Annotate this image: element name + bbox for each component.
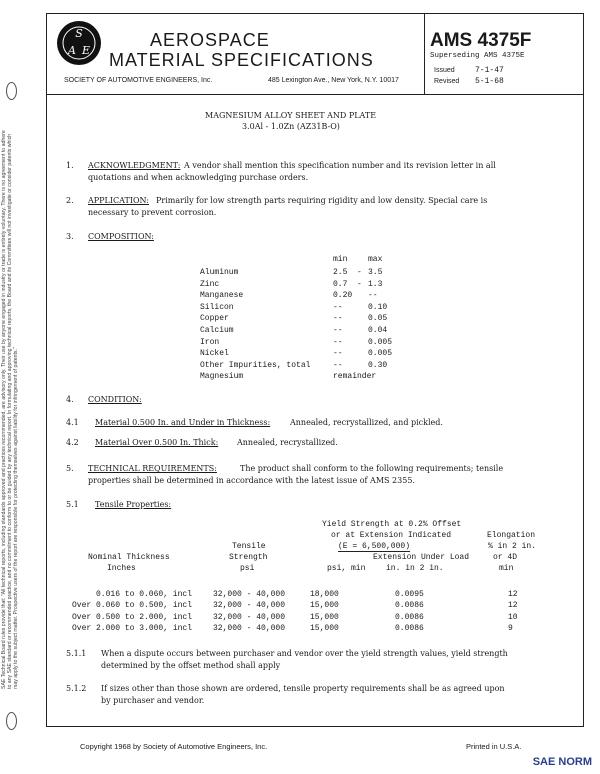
revised-label: Revised [434, 78, 460, 85]
sae-logo [56, 20, 102, 66]
comp-cell-min: -- [333, 326, 343, 335]
tensile-cell-ys: 15,000 [310, 601, 339, 611]
comp-cell-el: Calcium [200, 326, 234, 335]
tensile-cell-ts: 32,000 - 40,000 [213, 623, 286, 633]
th-psimin: psi, min [327, 564, 366, 573]
th-nominal2: Inches [107, 564, 136, 573]
comp-cell-min: 0.20 [333, 291, 353, 301]
svg-text:S: S [75, 27, 83, 40]
s3-head: COMPOSITION: [88, 232, 154, 241]
tensile-cell-el: 12 [508, 590, 518, 599]
s5-num: 5. [66, 464, 74, 473]
comp-cell-el: Silicon [200, 302, 234, 312]
comp-cell-min: -- [333, 314, 343, 324]
s51-num: 5.1 [66, 500, 79, 509]
society-address: 485 Lexington Ave., New York, N.Y. 10017 [268, 77, 399, 84]
doc-subtitle: 3.0Al - 1.0Zn (AZ31B-O) [242, 122, 340, 131]
printed-in: Printed in U.S.A. [466, 742, 522, 751]
th-yield2: or at Extension Indicated [331, 531, 452, 540]
comp-cell-min: 0.7 [333, 279, 348, 289]
comp-cell-max: 0.10 [368, 302, 388, 312]
comp-cell-max: 3.5 [368, 268, 383, 277]
tensile-cell-el: 10 [508, 612, 518, 622]
comp-cell-el: Nickel [200, 349, 229, 359]
th-nominal1: Nominal Thickness [88, 553, 170, 562]
watermark: SAE NORM [532, 756, 592, 768]
s1-num: 1. [66, 161, 74, 170]
comp-cell-min: remainder [333, 372, 377, 382]
issued-date: 7-1-47 [475, 66, 504, 75]
s41-head: Material 0.500 In. and Under in Thickness: [95, 418, 271, 427]
th-tensile1: Tensile [232, 542, 266, 551]
comp-cell-max: 0.005 [368, 337, 393, 347]
comp-cell-el: Iron [200, 337, 220, 347]
revised-date: 5-1-68 [475, 77, 504, 86]
th-elong4: min [499, 564, 514, 573]
comp-cell-min: -- [333, 349, 343, 359]
doc-title: MAGNESIUM ALLOY SHEET AND PLATE [205, 111, 377, 120]
side-notice: SAE Technical Board rules provide that: "All technical reports, including standards approved and practices recommended, are advisory only. Their use by anyone engaged in industry or trade is entirely voluntary. There is no agreement to adhere to any SAE standard or recommended practice, and no commitment to conform to or be guided by any technical report. In formulating and approving technical reports, the Board and its Committees will not investigate or consider patents which may apply to the subject matter. Prospective users of the report are responsible for protecting themselves against liability for infringement of patents." [1, 130, 19, 689]
comp-cell-max: 0.04 [368, 326, 388, 335]
tensile-cell-ys: 15,000 [310, 623, 339, 633]
th-ext2: in. in 2 in. [386, 564, 444, 573]
comp-cell-max: 0.05 [368, 314, 388, 324]
tensile-cell-thick: 0.016 to 0.060, incl [95, 590, 192, 599]
s2-text1: Primarily for low strength parts requiring rigidity and low density. Special care is [156, 196, 488, 205]
superseding: Superseding AMS 4375E [430, 52, 525, 60]
comp-cell-min: -- [333, 337, 343, 347]
s512-text1: If sizes other than those shown are ordered, tensile property requirements shall be as agreed upon [101, 684, 505, 693]
s5-head: TECHNICAL REQUIREMENTS: [88, 464, 217, 473]
comp-cell-dash: - [357, 268, 362, 277]
s2-head: APPLICATION: [88, 196, 149, 205]
tensile-cell-ts: 32,000 - 40,000 [213, 612, 286, 622]
comp-cell-max: -- [368, 291, 378, 301]
s42-num: 4.2 [66, 438, 79, 447]
svg-text:A: A [68, 44, 76, 57]
header-divider [46, 94, 584, 95]
comp-cell-min: -- [333, 302, 343, 312]
s41-text: Annealed, recrystallized, and pickled. [290, 418, 443, 427]
society-name: SOCIETY OF AUTOMOTIVE ENGINEERS, Inc. [64, 77, 213, 84]
s512-text2: by purchaser and vendor. [101, 696, 205, 705]
tensile-cell-ext: 0.0086 [395, 612, 424, 622]
comp-cell-el: Aluminum [200, 268, 239, 277]
header-title-line2: MATERIAL SPECIFICATIONS [109, 50, 374, 70]
tensile-cell-thick: Over 2.000 to 3.000, incl [72, 623, 193, 633]
comp-cell-max: 0.30 [368, 360, 388, 370]
tensile-cell-thick: Over 0.060 to 0.500, incl [72, 601, 193, 611]
th-ext1: Extension Under Load [373, 553, 470, 562]
comp-cell-el: Magnesium [200, 372, 244, 382]
s1-text1: A vendor shall mention this specification number and its revision letter in all [184, 161, 496, 170]
comp-cell-el: Other Impurities, total [200, 360, 311, 370]
tensile-cell-ext: 0.0095 [395, 590, 424, 599]
th-elong3: or 4D [493, 553, 518, 562]
s1-head: ACKNOWLEDGMENT: [88, 161, 181, 170]
th-elong2: % in 2 in. [488, 542, 537, 551]
tensile-cell-el: 12 [508, 601, 518, 611]
comp-cell-dash: - [357, 279, 362, 289]
comp-cell-min: -- [333, 360, 343, 370]
tensile-cell-ts: 32,000 - 40,000 [213, 601, 286, 611]
s3-num: 3. [66, 232, 74, 241]
svg-text:E: E [81, 44, 91, 57]
punch-hole-top [6, 82, 17, 100]
spec-number: AMS 4375F [430, 30, 532, 51]
s2-num: 2. [66, 196, 74, 205]
s4-head: CONDITION: [88, 395, 142, 404]
s511-num: 5.1.1 [66, 649, 87, 658]
s5-text2: properties shall be determined in accordance with the latest issue of AMS 2355. [88, 476, 415, 485]
comp-cell-el: Copper [200, 314, 229, 324]
s42-head: Material Over 0.500 In. Thick: [95, 438, 219, 447]
tensile-cell-ys: 15,000 [310, 612, 339, 622]
s5-text1: The product shall conform to the following requirements; tensile [240, 464, 504, 473]
header-title-line1: AEROSPACE [150, 30, 270, 50]
tensile-cell-ys: 18,000 [310, 590, 339, 599]
header-vertical-divider [424, 13, 425, 94]
tensile-cell-el: 9 [508, 623, 513, 633]
tensile-cell-ext: 0.0086 [395, 623, 424, 633]
s512-num: 5.1.2 [66, 684, 87, 693]
s2-text2: necessary to prevent corrosion. [88, 208, 217, 217]
s511-text1: When a dispute occurs between purchaser and vendor over the yield strength values, yield strength [101, 649, 508, 658]
comp-cell-el: Manganese [200, 291, 244, 301]
th-yield3: (E = 6,500,000) [338, 542, 411, 551]
tensile-cell-thick: Over 0.500 to 2.000, incl [72, 612, 193, 622]
s4-num: 4. [66, 395, 74, 404]
s42-text: Annealed, recrystallized. [237, 438, 338, 447]
s1-text2: quotations and when acknowledging purchase orders. [88, 173, 309, 182]
th-tensile3: psi [240, 564, 255, 573]
copyright: Copyright 1968 by Society of Automotive Engineers, Inc. [80, 742, 268, 751]
comp-min-label: min [333, 255, 348, 264]
s51-head: Tensile Properties: [95, 500, 172, 509]
tensile-cell-ext: 0.0086 [395, 601, 424, 611]
s511-text2: determined by the offset method shall apply [101, 661, 281, 670]
punch-hole-bottom [6, 712, 17, 730]
comp-cell-max: 0.005 [368, 349, 393, 359]
th-elong1: Elongation [487, 531, 536, 540]
comp-cell-min: 2.5 [333, 268, 348, 277]
s41-num: 4.1 [66, 418, 79, 427]
comp-cell-el: Zinc [200, 279, 220, 289]
tensile-cell-ts: 32,000 - 40,000 [213, 590, 286, 599]
comp-cell-max: 1.3 [368, 279, 383, 289]
comp-max-label: max [368, 255, 383, 264]
th-yield1: Yield Strength at 0.2% Offset [322, 520, 462, 529]
issued-label: Issued [434, 67, 455, 74]
th-tensile2: Strength [229, 553, 268, 562]
